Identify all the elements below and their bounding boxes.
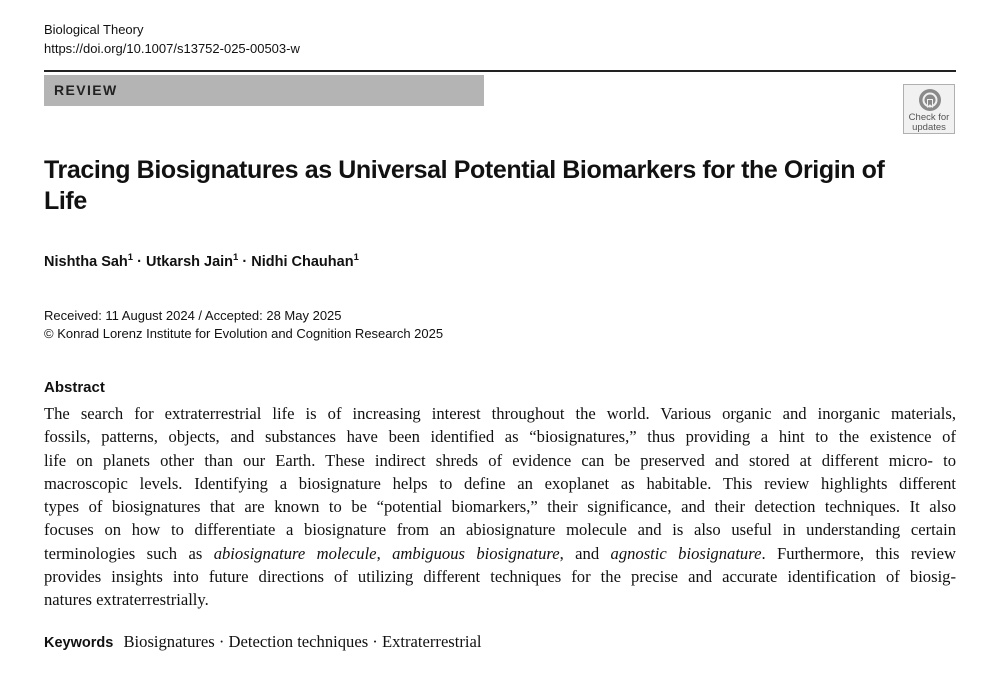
author-separator: ·	[137, 254, 142, 270]
check-for-updates-icon	[918, 88, 942, 112]
author-affiliation: 1	[233, 252, 239, 263]
header-rule	[44, 70, 956, 72]
term-abiosignature-molecule: abiosignature molecule	[213, 543, 377, 563]
author-name[interactable]: Nishtha Sah	[44, 254, 128, 270]
article-type-bar	[44, 75, 484, 106]
abstract-body	[44, 402, 956, 612]
journal-name: Biological Theory	[44, 22, 144, 37]
author-affiliation: 1	[127, 252, 134, 263]
abstract-text: , and	[559, 543, 611, 563]
author-separator: ·	[242, 254, 248, 270]
abstract-line	[44, 542, 956, 565]
term-agnostic-biosignature: agnostic biosignature	[610, 543, 762, 563]
abstract-line: natures extraterrestrially.	[44, 590, 209, 610]
author-name[interactable]: Nidhi Chauhan	[251, 254, 354, 270]
term-ambiguous-biosignature: ambiguous biosignature	[392, 543, 560, 563]
abstract-heading: Abstract	[44, 379, 105, 396]
author-list	[44, 253, 359, 271]
abstract-text: terminologies such as	[44, 543, 214, 563]
received-accepted-dates: Received: 11 August 2024 / Accepted: 28 May 2025	[44, 308, 342, 323]
abstract-text: . Furthermore, this review	[761, 543, 956, 563]
abstract-line: focuses on how to differentiate a biosignature from an abiosignature molecule and is also useful in understanding certain	[44, 520, 956, 540]
copyright-notice: © Konrad Lorenz Institute for Evolution and Cognition Research 2025	[44, 326, 444, 341]
abstract-line: fossils, patterns, objects, and substances have been identified as “biosignatures,” thus providing a hint to the existence of	[44, 427, 956, 447]
abstract-line: types of biosignatures that are known to be “potential biomarkers,” their significance, and their detection techniques. It also	[44, 497, 956, 517]
doi-link[interactable]: https://doi.org/10.1007/s13752-025-00503-w	[44, 41, 300, 56]
keywords-list: Biosignatures · Detection techniques · Extraterrestrial	[123, 632, 482, 651]
check-for-updates-label: Check for updates	[908, 112, 950, 133]
abstract-line: The search for extraterrestrial life is of increasing interest throughout the world. Various organic and inorganic materials,	[44, 404, 956, 423]
abstract-line: life on planets other than our Earth. These indirect shreds of evidence can be preserved and stored at different micro- to	[44, 450, 956, 470]
keywords	[44, 631, 482, 654]
abstract-line: macroscopic levels. Identifying a biosignature helps to define an exoplanet as habitable. This review highlights different	[44, 473, 956, 493]
author-affiliation: 1	[353, 252, 359, 263]
article-type-label: REVIEW	[54, 82, 118, 98]
abstract-line: provides insights into future directions of utilizing different techniques for the precise and accurate identification of biosig-	[44, 567, 956, 587]
check-for-updates-button[interactable]	[903, 84, 955, 134]
keywords-label: Keywords	[44, 635, 114, 651]
author-name[interactable]: Utkarsh Jain	[146, 254, 234, 270]
article-title: Tracing Biosignatures as Universal Potential Biomarkers for the Origin of Life	[44, 156, 885, 215]
abstract-text: ,	[376, 543, 393, 563]
